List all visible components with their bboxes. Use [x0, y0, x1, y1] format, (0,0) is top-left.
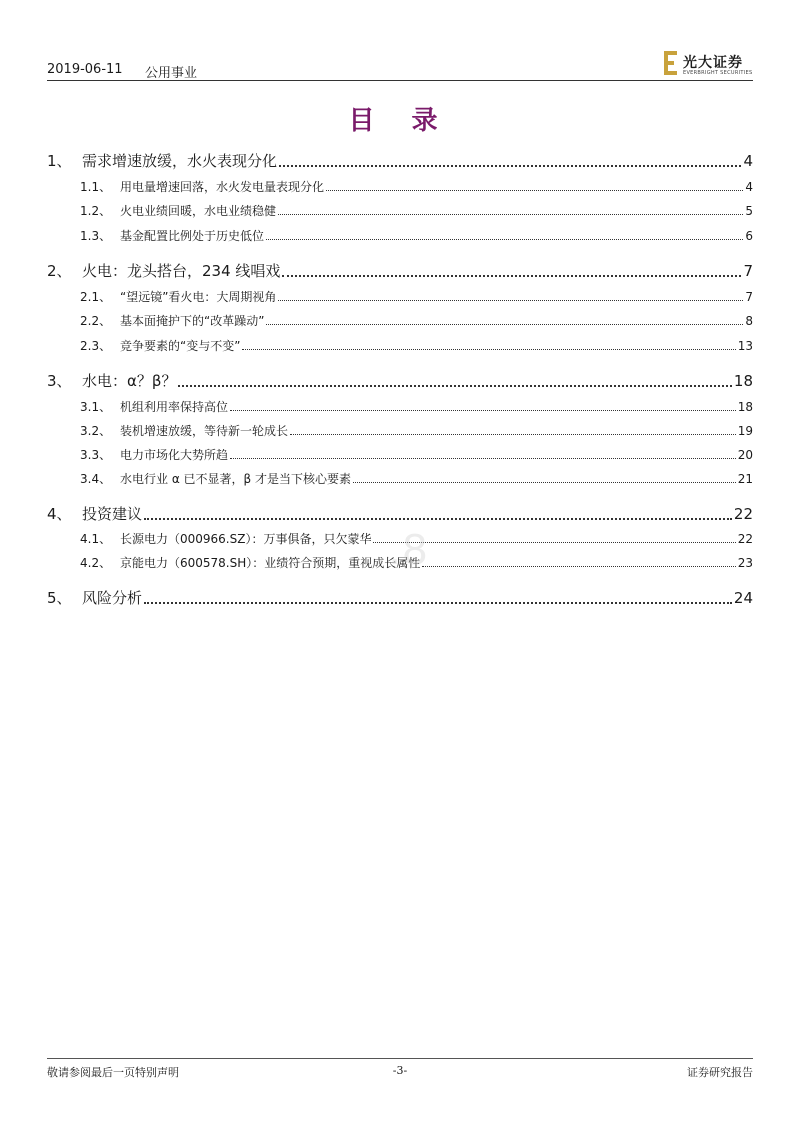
- toc-entry-title: 用电量增速回落，水火发电量表现分化: [120, 180, 325, 194]
- toc-entry-number: 2.3、: [80, 339, 112, 353]
- toc-dot-leader: [279, 165, 741, 167]
- report-sector: 公用事业: [145, 66, 198, 81]
- toc-section-entry[interactable]: [47, 422, 753, 439]
- toc-dot-leader: [326, 190, 743, 191]
- page-header: [47, 60, 753, 82]
- header-divider: [47, 80, 753, 81]
- toc-section-entry[interactable]: [47, 312, 753, 329]
- toc-entry-title: 京能电力（600578.SH）：业绩符合预期，重视成长属性: [120, 556, 421, 570]
- toc-entry-title: 水电行业 α 已不显著，β 才是当下核心要素: [120, 472, 352, 486]
- toc-entry-title: 竞争要素的“变与不变”: [120, 339, 241, 353]
- toc-entry-title: 投资建议: [82, 505, 143, 523]
- toc-dot-leader: [278, 214, 743, 215]
- toc-entry-number: 4、: [47, 505, 72, 523]
- toc-entry-page: 13: [737, 339, 753, 353]
- disclaimer-note: 敬请参阅最后一页特别声明: [47, 1066, 179, 1079]
- toc-dot-leader: [266, 324, 743, 325]
- toc-section-entry[interactable]: [47, 398, 753, 415]
- logo-chinese-text: 光大证券: [683, 55, 743, 71]
- toc-entry-number: 3、: [47, 372, 72, 390]
- toc-entry-page: 4: [743, 152, 753, 170]
- toc-entry-page: 22: [737, 532, 753, 546]
- toc-entry-number: 1.3、: [80, 229, 112, 243]
- toc-entry-title: 电力市场化大势所趋: [120, 448, 229, 462]
- toc-entry-page: 5: [745, 204, 753, 218]
- toc-entry-page: 6: [745, 229, 753, 243]
- toc-section-entry[interactable]: [47, 554, 753, 571]
- toc-dot-leader: [373, 542, 735, 543]
- toc-entry-page: 21: [737, 472, 753, 486]
- toc-chapter-entry[interactable]: [47, 260, 753, 281]
- toc-entry-page: 7: [743, 262, 753, 280]
- toc-dot-leader: [282, 275, 741, 277]
- toc-entry-page: 7: [745, 290, 753, 304]
- footer-divider: [47, 1058, 753, 1059]
- toc-entry-number: 5、: [47, 589, 72, 607]
- toc-entry-number: 3.2、: [80, 424, 112, 438]
- toc-entry-page: 19: [737, 424, 753, 438]
- toc-entry-number: 2、: [47, 262, 72, 280]
- toc-title: 目 录: [348, 106, 452, 136]
- toc-entry-number: 3.4、: [80, 472, 112, 486]
- toc-entry-number: 3.3、: [80, 448, 112, 462]
- toc-section-entry[interactable]: [47, 227, 753, 244]
- toc-entry-page: 22: [733, 505, 753, 523]
- toc-entry-title: 基金配置比例处于历史低位: [120, 229, 265, 243]
- toc-dot-leader: [144, 602, 732, 604]
- everbright-logo: [663, 50, 755, 78]
- toc-entry-page: 18: [737, 400, 753, 414]
- toc-entry-number: 4.1、: [80, 532, 112, 546]
- toc-entry-title: 需求增速放缓，水火表现分化: [82, 152, 278, 170]
- toc-entry-title: 水电：α？β？: [82, 372, 177, 390]
- toc-entry-page: 24: [733, 589, 753, 607]
- toc-entry-number: 1.1、: [80, 180, 112, 194]
- toc-dot-leader: [178, 385, 731, 387]
- toc-dot-leader: [290, 434, 736, 435]
- toc-dot-leader: [278, 300, 743, 301]
- toc-chapter-entry[interactable]: [47, 587, 753, 608]
- logo-english-text: EVERBRIGHT SECURITIES: [683, 70, 753, 76]
- toc-chapter-entry[interactable]: [47, 370, 753, 391]
- toc-entry-title: 基本面掩护下的“改革躁动”: [120, 314, 265, 328]
- toc-section-entry[interactable]: [47, 337, 753, 354]
- toc-entry-page: 23: [737, 556, 753, 570]
- toc-section-entry[interactable]: [47, 202, 753, 219]
- toc-dot-leader: [230, 458, 736, 459]
- toc-dot-leader: [230, 410, 736, 411]
- toc-dot-leader: [242, 349, 735, 350]
- toc-entry-page: 18: [733, 372, 753, 390]
- toc-chapter-entry[interactable]: [47, 150, 753, 171]
- page-number: -3-: [392, 1064, 408, 1077]
- toc-entry-number: 4.2、: [80, 556, 112, 570]
- toc-entry-number: 1.2、: [80, 204, 112, 218]
- toc-entry-number: 2.2、: [80, 314, 112, 328]
- toc-section-entry[interactable]: [47, 446, 753, 463]
- report-date: 2019-06-11: [47, 62, 123, 77]
- toc-entry-title: 机组利用率保持高位: [120, 400, 229, 414]
- toc-dot-leader: [353, 482, 736, 483]
- toc-entry-number: 3.1、: [80, 400, 112, 414]
- toc-section-entry[interactable]: [47, 288, 753, 305]
- toc-entry-title: “望远镜”看火电：大周期视角: [120, 290, 277, 304]
- toc-dot-leader: [144, 518, 732, 520]
- toc-section-entry[interactable]: [47, 178, 753, 195]
- toc-dot-leader: [266, 239, 743, 240]
- toc-dot-leader: [422, 566, 735, 567]
- toc-entry-page: 4: [745, 180, 753, 194]
- toc-entry-number: 1、: [47, 152, 72, 170]
- toc-entry-title: 装机增速放缓，等待新一轮成长: [120, 424, 289, 438]
- page-footer: [47, 1064, 753, 1082]
- toc-entry-number: 2.1、: [80, 290, 112, 304]
- toc-chapter-entry[interactable]: [47, 503, 753, 524]
- toc-entry-page: 20: [737, 448, 753, 462]
- toc-entry-title: 火电业绩回暖，水电业绩稳健: [120, 204, 277, 218]
- everbright-logo-icon: [663, 50, 679, 76]
- toc-entry-title: 长源电力（000966.SZ）：万事俱备，只欠蒙华: [120, 532, 372, 546]
- watermark: ...8: [360, 525, 430, 574]
- toc-entry-page: 8: [745, 314, 753, 328]
- toc-entry-title: 风险分析: [82, 589, 143, 607]
- toc-section-entry[interactable]: [47, 530, 753, 547]
- report-type: 证券研究报告: [687, 1066, 753, 1079]
- toc-section-entry[interactable]: [47, 470, 753, 487]
- toc-entry-title: 火电：龙头搭台，234 线唱戏: [82, 262, 281, 280]
